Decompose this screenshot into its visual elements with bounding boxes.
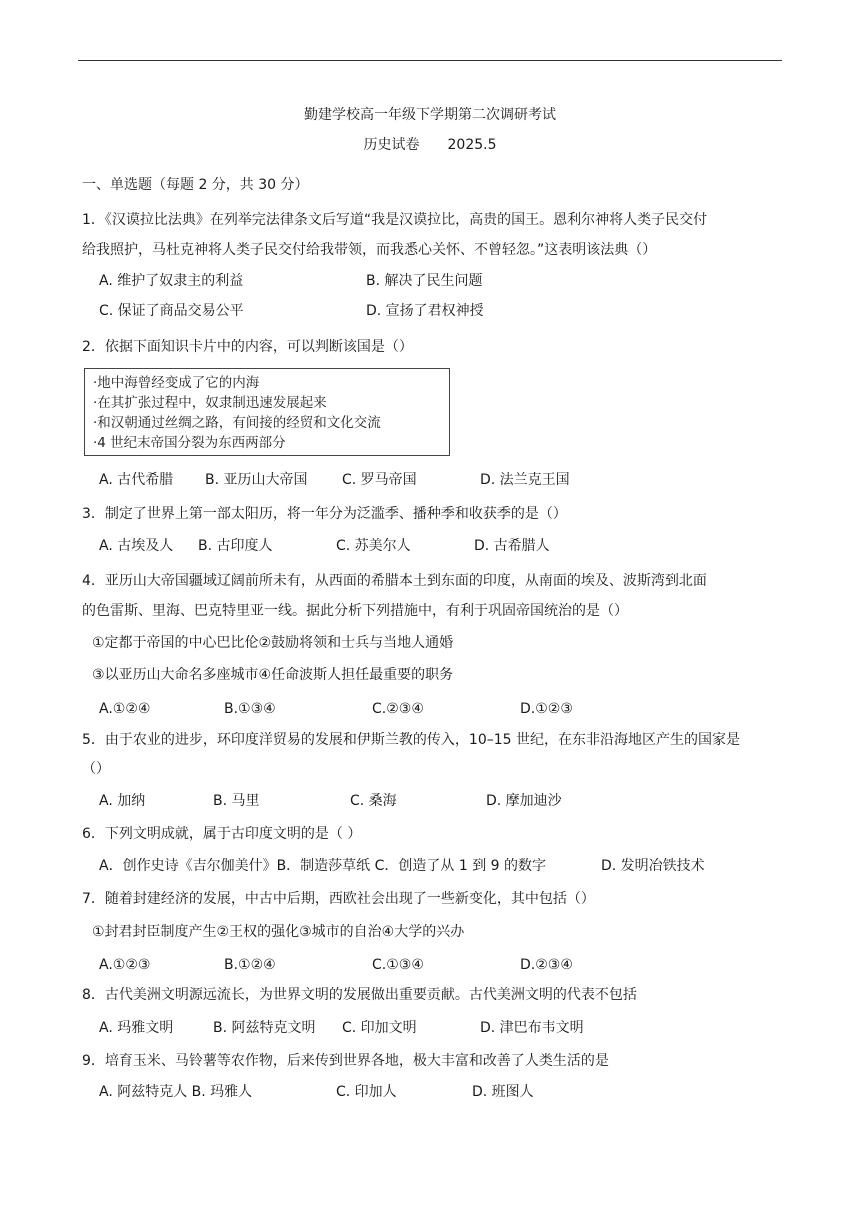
question-5-option-c: C. 桑海 [350,793,397,809]
question-3-option-d: D. 古希腊人 [474,538,550,554]
subject-label: 历史试卷 [363,137,420,153]
question-8-option-d: D. 津巴布韦文明 [480,1020,584,1036]
question-5-stem-line-1: 5．由于农业的进步，环印度洋贸易的发展和伊斯兰教的传入，10–15 世纪，在东非沿海地区产生的国家是 [82,732,740,748]
question-4-item-line-1: ①定都于帝国的中心巴比伦②鼓励将领和士兵与当地人通婚 [92,635,454,651]
question-4-stem-line-1: 4．亚历山大帝国疆域辽阔前所未有，从西面的希腊本土到东面的印度，从南面的埃及、波斯湾到北面 [82,573,707,589]
question-1-option-a: A. 维护了奴隶主的利益 [99,273,244,289]
exam-date: 2025.5 [447,137,497,153]
question-8-stem: 8．古代美洲文明源远流长，为世界文明的发展做出重要贡献。古代美洲文明的代表不包括 [82,987,637,1003]
question-1-option-b: B. 解决了民生问题 [366,273,483,289]
question-8-option-c: C. 印加文明 [342,1020,417,1036]
question-1-stem-line-2: 给我照护，马杜克神将人类子民交付给我带领，而我悉心关怀、不曾轻忽。”这表明该法典（） [82,242,657,258]
question-5-stem-line-2: （） [82,761,110,777]
exam-subtitle [0,136,860,154]
exam-title: 勤建学校高一年级下学期第二次调研考试 [304,107,556,123]
knowledge-card-line-4: ·4 世纪末帝国分裂为东西两部分 [93,435,286,451]
question-7-stem: 7．随着封建经济的发展，中古中后期，西欧社会出现了一些新变化，其中包括（） [82,891,595,907]
knowledge-card [84,368,450,456]
question-1-option-d: D. 宣扬了君权神授 [366,303,484,319]
question-9-option-c: C. 印加人 [336,1084,397,1100]
question-7-option-d: D.②③④ [520,957,573,973]
question-9-option-d: D. 班图人 [472,1084,534,1100]
question-4-item-line-2: ③以亚历山大命名多座城市④任命波斯人担任最重要的职务 [92,667,454,683]
knowledge-card-line-3: ·和汉朝通过丝绸之路，有间接的经贸和文化交流 [93,415,381,431]
question-6-options-abc: A．创作史诗《吉尔伽美什》B．制造莎草纸 C．创造了从 1 到 9 的数字 [99,858,547,874]
question-9-options-ab: A. 阿兹特克人 B. 玛雅人 [99,1084,253,1100]
question-8-option-a: A. 玛雅文明 [99,1020,174,1036]
question-5-option-b: B. 马里 [213,793,260,809]
header-rule [78,60,782,61]
question-6-option-d: D. 发明冶铁技术 [601,858,705,874]
knowledge-card-line-2: ·在其扩张过程中，奴隶制迅速发展起来 [93,395,327,411]
question-3-option-a: A. 古埃及人 [99,538,174,554]
question-7-option-a: A.①②③ [99,957,151,973]
question-9-stem: 9．培育玉米、马铃薯等农作物，后来传到世界各地，极大丰富和改善了人类生活的是 [82,1053,609,1069]
section-heading: 一、单选题（每题 2 分，共 30 分） [82,177,309,193]
question-6-stem: 6．下列文明成就，属于古印度文明的是（ ） [82,826,362,842]
question-1-stem-line-1: 1．《汉谟拉比法典》在列举完法律条文后写道“我是汉谟拉比，高贵的国王。恩利尔神将人类子民交付 [82,212,708,228]
question-4-option-d: D.①②③ [520,701,573,717]
question-7-option-c: C.①③④ [372,957,424,973]
question-5-option-a: A. 加纳 [99,793,146,809]
question-2-option-c: C. 罗马帝国 [342,472,417,488]
question-4-option-c: C.②③④ [372,701,424,717]
question-7-items: ①封君封臣制度产生②王权的强化③城市的自治④大学的兴办 [92,924,465,940]
question-3-stem: 3．制定了世界上第一部太阳历，将一年分为泛滥季、播种季和收获季的是（） [82,506,567,522]
question-8-option-b: B. 阿兹特克文明 [213,1020,316,1036]
question-3-option-b: B. 古印度人 [198,538,273,554]
question-3-option-c: C. 苏美尔人 [336,538,411,554]
question-4-option-b: B.①③④ [224,701,276,717]
knowledge-card-line-1: ·地中海曾经变成了它的内海 [93,375,260,391]
question-1-option-c: C. 保证了商品交易公平 [99,303,244,319]
question-4-stem-line-2: 的色雷斯、里海、巴克特里亚一线。据此分析下列措施中，有利于巩固帝国统治的是（） [82,603,628,619]
question-5-option-d: D. 摩加迪沙 [486,793,562,809]
question-2-option-b: B. 亚历山大帝国 [205,472,308,488]
question-7-option-b: B.①②④ [224,957,276,973]
question-4-option-a: A.①②④ [99,701,151,717]
question-2-stem: 2．依据下面知识卡片中的内容，可以判断该国是（） [82,339,413,355]
question-2-option-d: D. 法兰克王国 [480,472,570,488]
question-2-option-a: A. 古代希腊 [99,472,174,488]
